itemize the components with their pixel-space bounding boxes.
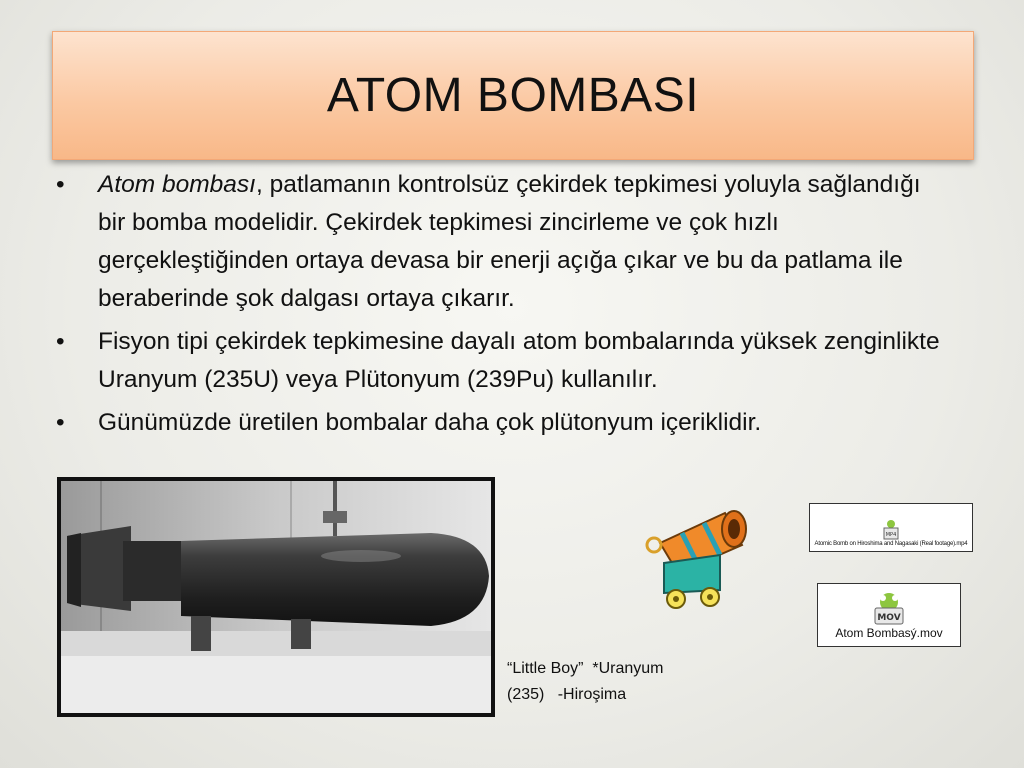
bullet-body: Fisyon tipi çekirdek tepkimesine dayalı atom bombalarında yüksek zenginlikte Uranyum (235U) veya Plütonyum (239Pu) kullanılır. xyxy=(98,328,940,393)
bullet-dot: • xyxy=(56,171,65,198)
video-file-icon xyxy=(883,519,899,541)
slide-title: ATOM BOMBASI xyxy=(326,69,700,122)
bullet-item xyxy=(52,166,952,318)
video-file-mp4[interactable] xyxy=(809,503,973,552)
bullet-body: Günümüzde üretilen bombalar daha çok plütonyum içeriklidir. xyxy=(98,409,762,436)
cannon-clipart-icon xyxy=(640,505,755,610)
bullet-emphasis: Atom bombası xyxy=(98,171,256,198)
file-name: Atom Bombasý.mov xyxy=(835,626,943,640)
file-name: Atomic Bomb on Hiroshima and Nagasaki (Real footage).mp4 xyxy=(814,541,968,547)
file-badge: MOV xyxy=(877,613,901,623)
bullet-item xyxy=(52,404,952,442)
photo-caption: “Little Boy” *Uranyum (235) -Hiroşima xyxy=(507,660,664,703)
bullet-item xyxy=(52,323,952,399)
bullet-list xyxy=(52,166,952,447)
bullet-text xyxy=(98,166,952,318)
slide-title-box xyxy=(52,31,974,160)
file-badge: MP4 xyxy=(885,532,897,538)
bullet-dot: • xyxy=(56,328,65,355)
bullet-body: , patlamanın kontrolsüz çekirdek tepkimesi yoluyla sağlandığı bir bomba modelidir. Çekirdek tepkimesi zincirleme ve çok hızlı gerçekleştiğinden ortaya devasa bir enerji açığa çıkar ve bu da patlama ile beraberinde şok dalgası ortaya çıkarır. xyxy=(98,171,921,312)
little-boy-bomb-photo xyxy=(57,477,495,717)
video-file-icon xyxy=(869,592,909,626)
bullet-dot: • xyxy=(56,409,65,436)
video-file-mov[interactable] xyxy=(817,583,961,647)
bomb-illustration xyxy=(61,481,491,713)
